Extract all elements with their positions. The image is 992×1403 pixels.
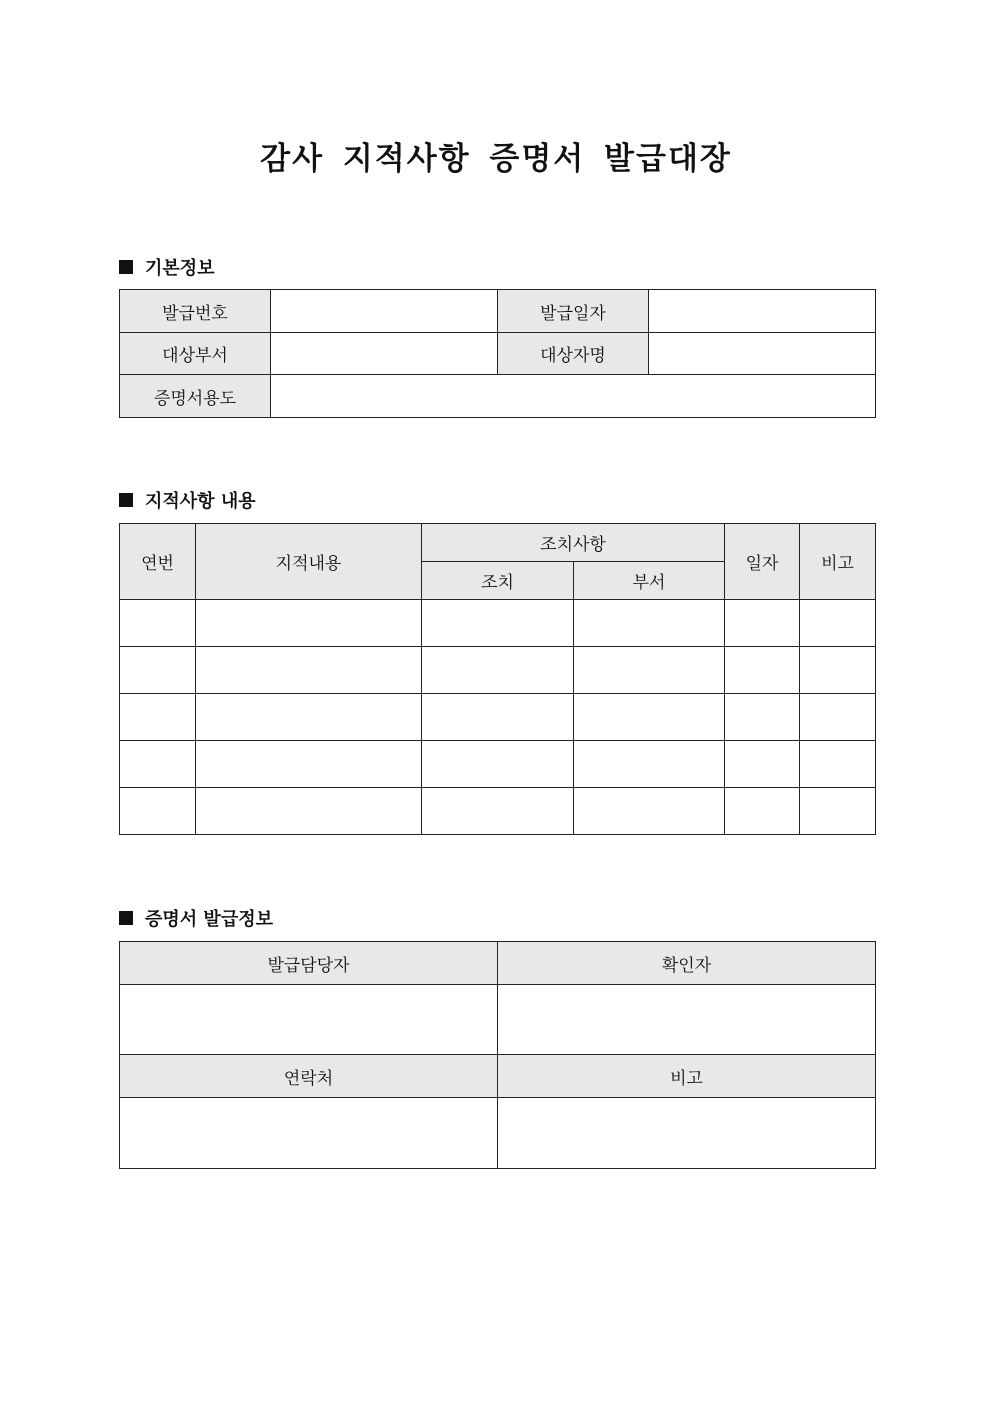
header-seq: 연번: [120, 524, 196, 600]
action-cell[interactable]: [422, 694, 574, 741]
findings-table: [119, 523, 876, 835]
table-row: [120, 647, 876, 694]
issue-date-label: 발급일자: [498, 290, 649, 333]
content-cell[interactable]: [196, 741, 422, 788]
section-heading-basic-label: 기본정보: [145, 258, 215, 279]
action-cell[interactable]: [422, 647, 574, 694]
header-content: 지적내용: [196, 524, 422, 600]
table-row: [120, 788, 876, 835]
date-cell[interactable]: [725, 694, 800, 741]
dept-cell[interactable]: [574, 741, 725, 788]
action-cell[interactable]: [422, 741, 574, 788]
seq-cell[interactable]: [120, 741, 196, 788]
issuance-note-label: 비고: [498, 1055, 876, 1098]
issuer-label: 발급담당자: [120, 942, 498, 985]
date-cell[interactable]: [725, 600, 800, 647]
dept-cell[interactable]: [574, 694, 725, 741]
content-cell[interactable]: [196, 694, 422, 741]
target-name-field[interactable]: [649, 333, 876, 375]
note-cell[interactable]: [800, 741, 876, 788]
note-cell[interactable]: [800, 647, 876, 694]
page-title: 감사 지적사항 증명서 발급대장: [260, 141, 732, 177]
seq-cell[interactable]: [120, 694, 196, 741]
table-row: [120, 600, 876, 647]
section-heading-issuance: [119, 905, 273, 931]
header-note: 비고: [800, 524, 876, 600]
issuance-table: [119, 941, 876, 1169]
date-cell[interactable]: [725, 788, 800, 835]
purpose-label: 증명서용도: [120, 375, 271, 418]
basic-info-table: [119, 289, 876, 418]
header-action: 조치: [422, 562, 574, 600]
content-cell[interactable]: [196, 788, 422, 835]
seq-cell[interactable]: [120, 647, 196, 694]
dept-cell[interactable]: [574, 600, 725, 647]
section-heading-findings: [119, 487, 256, 513]
confirmer-field[interactable]: [498, 985, 876, 1055]
issue-date-field[interactable]: [649, 290, 876, 333]
square-bullet-icon: [119, 260, 133, 274]
target-dept-label: 대상부서: [120, 333, 271, 375]
seq-cell[interactable]: [120, 788, 196, 835]
action-cell[interactable]: [422, 788, 574, 835]
target-name-label: 대상자명: [498, 333, 649, 375]
purpose-field[interactable]: [271, 375, 876, 418]
issuer-field[interactable]: [120, 985, 498, 1055]
table-row: [120, 694, 876, 741]
confirmer-label: 확인자: [498, 942, 876, 985]
square-bullet-icon: [119, 493, 133, 507]
issuance-note-field[interactable]: [498, 1098, 876, 1169]
section-heading-issuance-label: 증명서 발급정보: [145, 909, 273, 930]
issue-no-field[interactable]: [271, 290, 498, 333]
header-dept: 부서: [574, 562, 725, 600]
section-heading-findings-label: 지적사항 내용: [145, 491, 256, 512]
note-cell[interactable]: [800, 788, 876, 835]
target-dept-field[interactable]: [271, 333, 498, 375]
dept-cell[interactable]: [574, 647, 725, 694]
contact-field[interactable]: [120, 1098, 498, 1169]
header-date: 일자: [725, 524, 800, 600]
issue-no-label: 발급번호: [120, 290, 271, 333]
section-heading-basic: [119, 254, 215, 280]
square-bullet-icon: [119, 911, 133, 925]
date-cell[interactable]: [725, 741, 800, 788]
action-cell[interactable]: [422, 600, 574, 647]
content-cell[interactable]: [196, 600, 422, 647]
content-cell[interactable]: [196, 647, 422, 694]
note-cell[interactable]: [800, 600, 876, 647]
header-action-group: 조치사항: [422, 524, 725, 562]
contact-label: 연락처: [120, 1055, 498, 1098]
table-row: [120, 741, 876, 788]
date-cell[interactable]: [725, 647, 800, 694]
note-cell[interactable]: [800, 694, 876, 741]
seq-cell[interactable]: [120, 600, 196, 647]
dept-cell[interactable]: [574, 788, 725, 835]
